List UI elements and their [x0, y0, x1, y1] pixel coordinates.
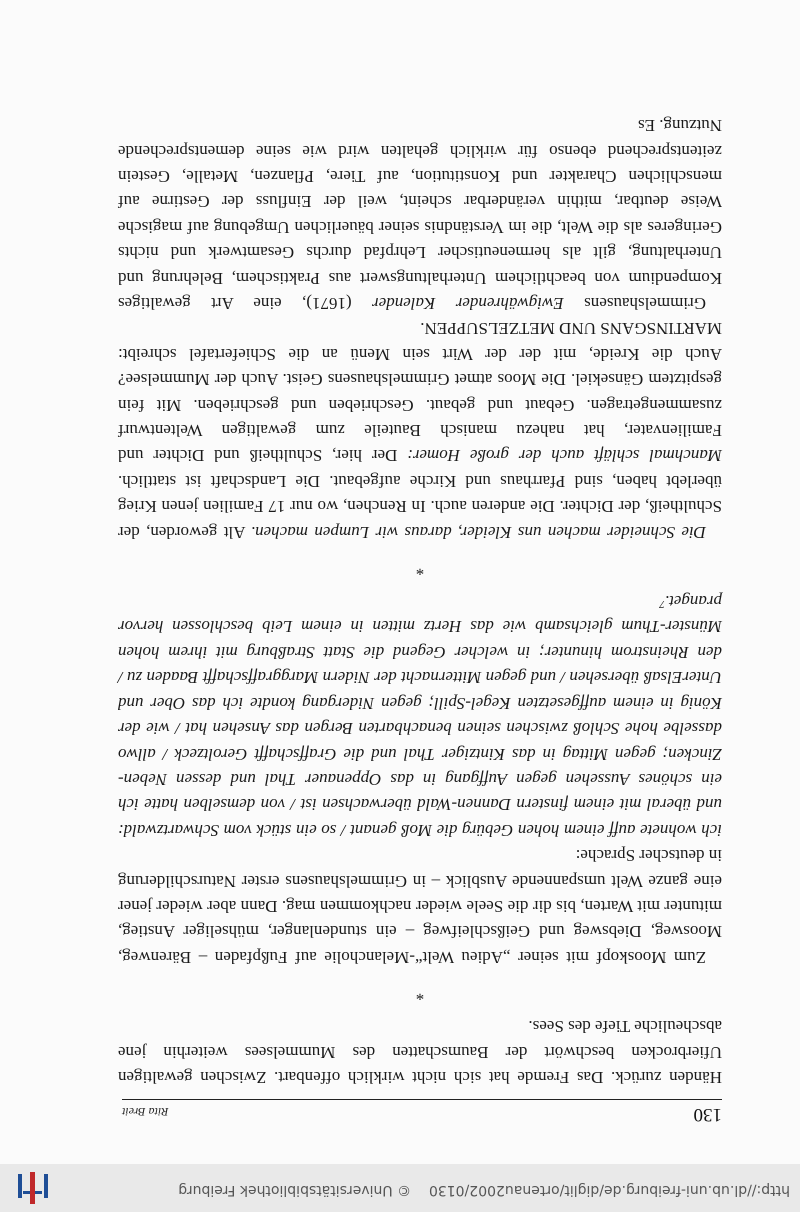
section-separator-2: * — [415, 559, 425, 579]
running-head — [122, 1099, 722, 1126]
calendar-title: Ewigwährender Kalender — [372, 294, 564, 314]
header-source — [178, 1182, 790, 1198]
paragraph-2: Zum Mooskopf mit seiner „Adieu Welt“-Melancholie auf Fußpfaden – Bärenweg, Moosweg, Diebsweg und Geißschleifweg – ein stundenlanger, mühseliger Anstieg, mitunter mit Warten, bis dir die Seele wieder nachkommen mag. Dann aber wieder jener eine ganze Welt umspannende Ausblick – in Grimmelshausens erster Naturschilderung in deutscher Sprache: — [118, 846, 722, 967]
section-separator-1: * — [415, 984, 425, 1004]
viewer-header — [0, 1163, 800, 1212]
homer-quote: Manchmal schläft auch der große Homer: — [407, 446, 722, 466]
page-number: 130 — [693, 1104, 722, 1125]
source-url[interactable]: http://dl.ub.uni-freiburg.de/diglit/ortenau2002/0130 — [428, 1182, 790, 1198]
paragraph-1: Händen zurück. Das Fremde hat sich nicht wirklich offenbart. Zwischen gewaltigen Ufierbrocken beschwört der Baumschatten des Mummelsees weiterhin jene abscheuliche Tiefe des Sees. — [118, 1017, 722, 1087]
body-text — [118, 113, 722, 1090]
library-logo-icon[interactable] — [18, 1172, 48, 1204]
paragraph-3 — [118, 316, 722, 545]
proverb-quote: Die Schneider machen uns Kleider, daraus wir Lumpen machen. — [250, 522, 706, 542]
paragraph-4-text-a: Grimmelshausens — [563, 294, 706, 314]
footnote-marker[interactable]: 7 — [659, 598, 665, 611]
paragraph-4-text-b: (1671), eine Art gewaltiges Kompendium von beachtlichem Unterhaltungswert aus Praktischem, Belehrung und Unterhaltung, gilt als hermeneutischer Lehrpfad durchs Gesamtwerk und nichts Geringeres als die Welt, die im Verständnis seiner bäuerlichen Umgebung auf magische Weise deutbar, mithin veränderbar scheint, weil der Einfluss der Gestirne auf menschlichen Charakter und Konstitution, auf Tiere, Pflanzen, Metalle, Gestein zeitentsprechend ebenso für wirklich gehalten wird wie seine dementsprechende Nutzung. Es — [118, 116, 722, 314]
paragraph-3-text-a: Alt geworden, der Schultheiß, der Dichter. Die anderen auch. In Renchen, wo nur 17 Familien jenen Krieg überlebt haben, sind Pfarrhaus und Kirche aufgebaut. Die Landschaft ist stattlich. — [118, 471, 722, 542]
paragraph-3-text-b: Der hier, Schultheiß und Dichter und Familienvater, hat nahezu manisch Bauteile zum gewaltigen Weltentwurf zusammengetragen. Gebaut und gebaut. Geschrieben und geschrieben. Mit fein gespitztem Gänsekiel. Die Moos atmet Grimmelshausens Geist. Auch der Mummelsee? Auch die Kreide, mit der der Wirt sein Menü an die Schiefertafel schreibt: MARTINSGANS UND METZELSUPPEN. — [118, 319, 722, 466]
quote-text: ich wohnete auff einem hohen Gebürg die Moß genant / so ein stück vom Schwartzwald: und überal mit einem finstern Dannen-Wald überwachsen ist / von demselben hatte ich ein schönes Aussehen gegen Auffgang in das Oppenauer Thal und dessen Neben-Zincken; gegen Mittag in das Kintziger Thal und die Graffschafft Geroltzeck / allwo dasselbe hohe Schloß zwischen seinen benachbarten Bergen das Ansehen hat / wie der König in einem auffgesetzten Kegel-Spill; gegen Nidergang kondte ich das Ober und UnterElsaß übersehen / und gegen Mitternacht der Nidern Marggraffschafft Baaden zu / den Rheinstrom hinunter; in welcher Gegend die Statt Straßburg mit ihrem hohen Münster-Thum gleichsamb wie das Hertz mitten in einem Leib beschlossen hervor pranget. — [118, 592, 722, 840]
running-title: Rita Breit — [122, 1105, 169, 1119]
grimmelshausen-quote — [118, 589, 722, 843]
paragraph-4 — [118, 113, 722, 316]
copyright-notice: © Universitätsbibliothek Freiburg — [178, 1182, 412, 1198]
